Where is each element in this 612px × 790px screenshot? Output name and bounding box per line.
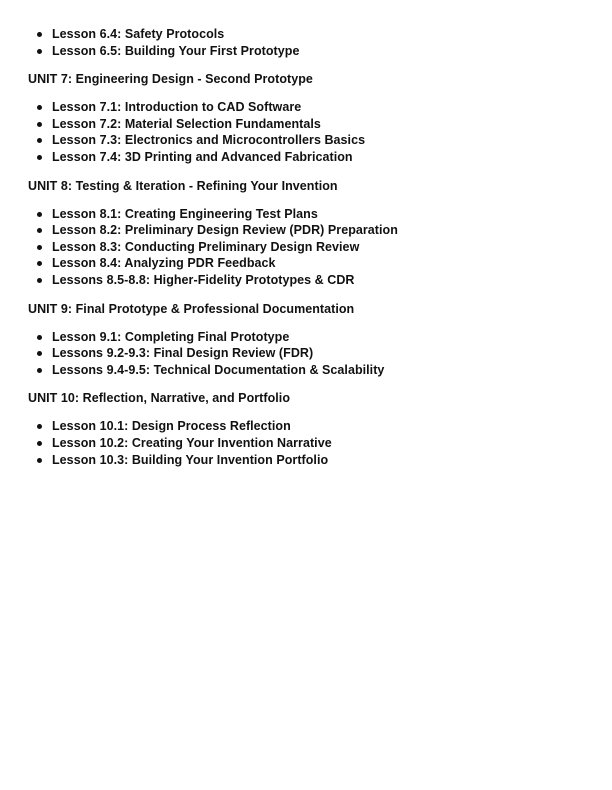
list-item: [28, 222, 588, 239]
list-item: [28, 452, 588, 469]
unit-8-heading: UNIT 8: Testing & Iteration - Refining Your Invention: [28, 178, 338, 193]
list-item: [28, 239, 588, 256]
bullet-icon: [37, 245, 42, 250]
unit-9-lesson-list: [28, 329, 588, 379]
list-item: [28, 255, 588, 272]
list-item: [28, 26, 588, 43]
bullet-icon: [37, 138, 42, 143]
lesson-label: Lesson 7.1: Introduction to CAD Software: [52, 100, 302, 115]
lesson-label: Lesson 8.4: Analyzing PDR Feedback: [52, 256, 276, 271]
lesson-label: Lesson 7.3: Electronics and Microcontrollers Basics: [52, 133, 366, 148]
unit-9-heading: UNIT 9: Final Prototype & Professional Documentation: [28, 301, 355, 316]
lesson-label: Lessons 9.4-9.5: Technical Documentation & Scalability: [52, 362, 385, 377]
bullet-icon: [37, 155, 42, 160]
lesson-label: Lessons 9.2-9.3: Final Design Review (FDR): [52, 346, 314, 361]
bullet-icon: [37, 122, 42, 127]
list-item: [28, 362, 588, 379]
unit-8-lesson-list: [28, 206, 588, 289]
list-item: [28, 418, 588, 435]
lesson-label: Lesson 8.3: Conducting Preliminary Design Review: [52, 239, 360, 254]
list-item: [28, 329, 588, 346]
lesson-label: Lesson 6.5: Building Your First Prototype: [52, 43, 300, 58]
list-item: [28, 99, 588, 116]
lesson-label: Lesson 10.3: Building Your Invention Portfolio: [52, 452, 329, 467]
list-item: [28, 43, 588, 60]
list-item: [28, 116, 588, 133]
unit-10-heading: UNIT 10: Reflection, Narrative, and Portfolio: [28, 391, 291, 406]
lesson-label: Lesson 8.2: Preliminary Design Review (PDR) Preparation: [52, 223, 398, 238]
bullet-icon: [37, 228, 42, 233]
lesson-label: Lesson 10.1: Design Process Reflection: [52, 419, 291, 434]
bullet-icon: [37, 351, 42, 356]
unit-7-lesson-list: [28, 99, 588, 165]
bullet-icon: [37, 105, 42, 110]
lesson-label: Lesson 10.2: Creating Your Invention Narrative: [52, 435, 332, 450]
bullet-icon: [37, 261, 42, 266]
unit-7-heading: UNIT 7: Engineering Design - Second Prototype: [28, 72, 313, 87]
list-item: [28, 272, 588, 289]
lesson-label: Lessons 8.5-8.8: Higher-Fidelity Prototypes & CDR: [52, 272, 355, 287]
bullet-icon: [37, 32, 42, 37]
list-item: [28, 206, 588, 223]
bullet-icon: [37, 368, 42, 373]
lesson-label: Lesson 6.4: Safety Protocols: [52, 27, 225, 41]
list-item: [28, 132, 588, 149]
list-item: [28, 435, 588, 452]
bullet-icon: [37, 441, 42, 446]
bullet-icon: [37, 278, 42, 283]
bullet-icon: [37, 424, 42, 429]
bullet-icon: [37, 335, 42, 340]
list-item: [28, 149, 588, 166]
curriculum-outline: [28, 26, 588, 468]
unit-6-lesson-list: [28, 26, 588, 59]
lesson-label: Lesson 7.2: Material Selection Fundamentals: [52, 116, 321, 131]
bullet-icon: [37, 212, 42, 217]
list-item: [28, 345, 588, 362]
bullet-icon: [37, 49, 42, 54]
lesson-label: Lesson 8.1: Creating Engineering Test Plans: [52, 206, 318, 221]
lesson-label: Lesson 7.4: 3D Printing and Advanced Fabrication: [52, 149, 353, 164]
unit-10-lesson-list: [28, 418, 588, 468]
bullet-icon: [37, 458, 42, 463]
lesson-label: Lesson 9.1: Completing Final Prototype: [52, 329, 290, 344]
